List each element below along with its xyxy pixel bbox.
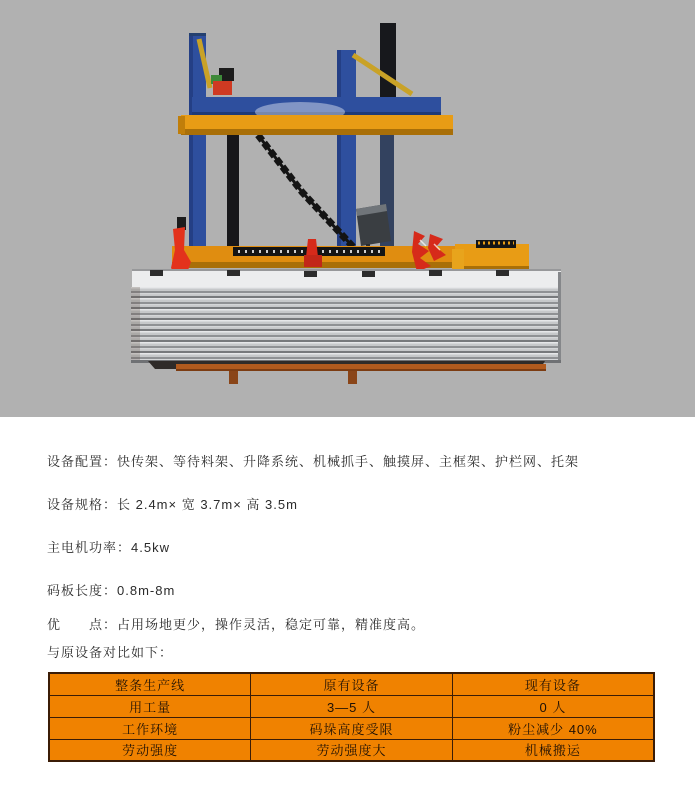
cell-environment-current: 粉尘减少 40% (452, 717, 654, 739)
cell-environment-label: 工作环境 (49, 717, 251, 739)
table-row-labor-count (49, 695, 654, 717)
table-row-work-environment (49, 717, 654, 739)
spec-line-dimensions: 设备规格：长 2.4m× 宽 3.7m× 高 3.5m (47, 497, 298, 512)
lifting-belt (227, 134, 239, 252)
cell-intensity-original: 劳动强度大 (251, 739, 453, 761)
cell-intensity-current: 机械搬运 (452, 739, 654, 761)
spec-line-motor-power: 主电机功率：4.5kw (47, 540, 170, 555)
spec-list (0, 417, 695, 659)
comparison-table-wrapper (0, 672, 695, 762)
header-production-line: 整条生产线 (49, 673, 251, 695)
cell-labor-count-current: 0 人 (452, 695, 654, 717)
cell-environment-original: 码垛高度受限 (251, 717, 453, 739)
cell-intensity-label: 劳动强度 (49, 739, 251, 761)
table-row-labor-intensity (49, 739, 654, 761)
spec-line-advantages: 优 点：占用场地更少，操作灵活，稳定可靠，精准度高。 (47, 617, 426, 632)
table-header-row (49, 673, 654, 695)
top-yellow-beam (178, 115, 453, 135)
comparison-table (48, 672, 655, 762)
metal-sheet-stack (131, 269, 561, 363)
comparison-intro: 与原设备对比如下： (47, 645, 174, 660)
spec-line-board-length: 码板长度：0.8m-8m (47, 583, 176, 598)
header-current-equipment: 现有设备 (452, 673, 654, 695)
cell-labor-count-original: 3—5 人 (251, 695, 453, 717)
cell-labor-count-label: 用工量 (49, 695, 251, 717)
spec-line-configuration: 设备配置：快传架、等待料架、升降系统、机械抓手、触摸屏、主框架、护栏网、托架 (47, 454, 580, 469)
header-original-equipment: 原有设备 (251, 673, 453, 695)
